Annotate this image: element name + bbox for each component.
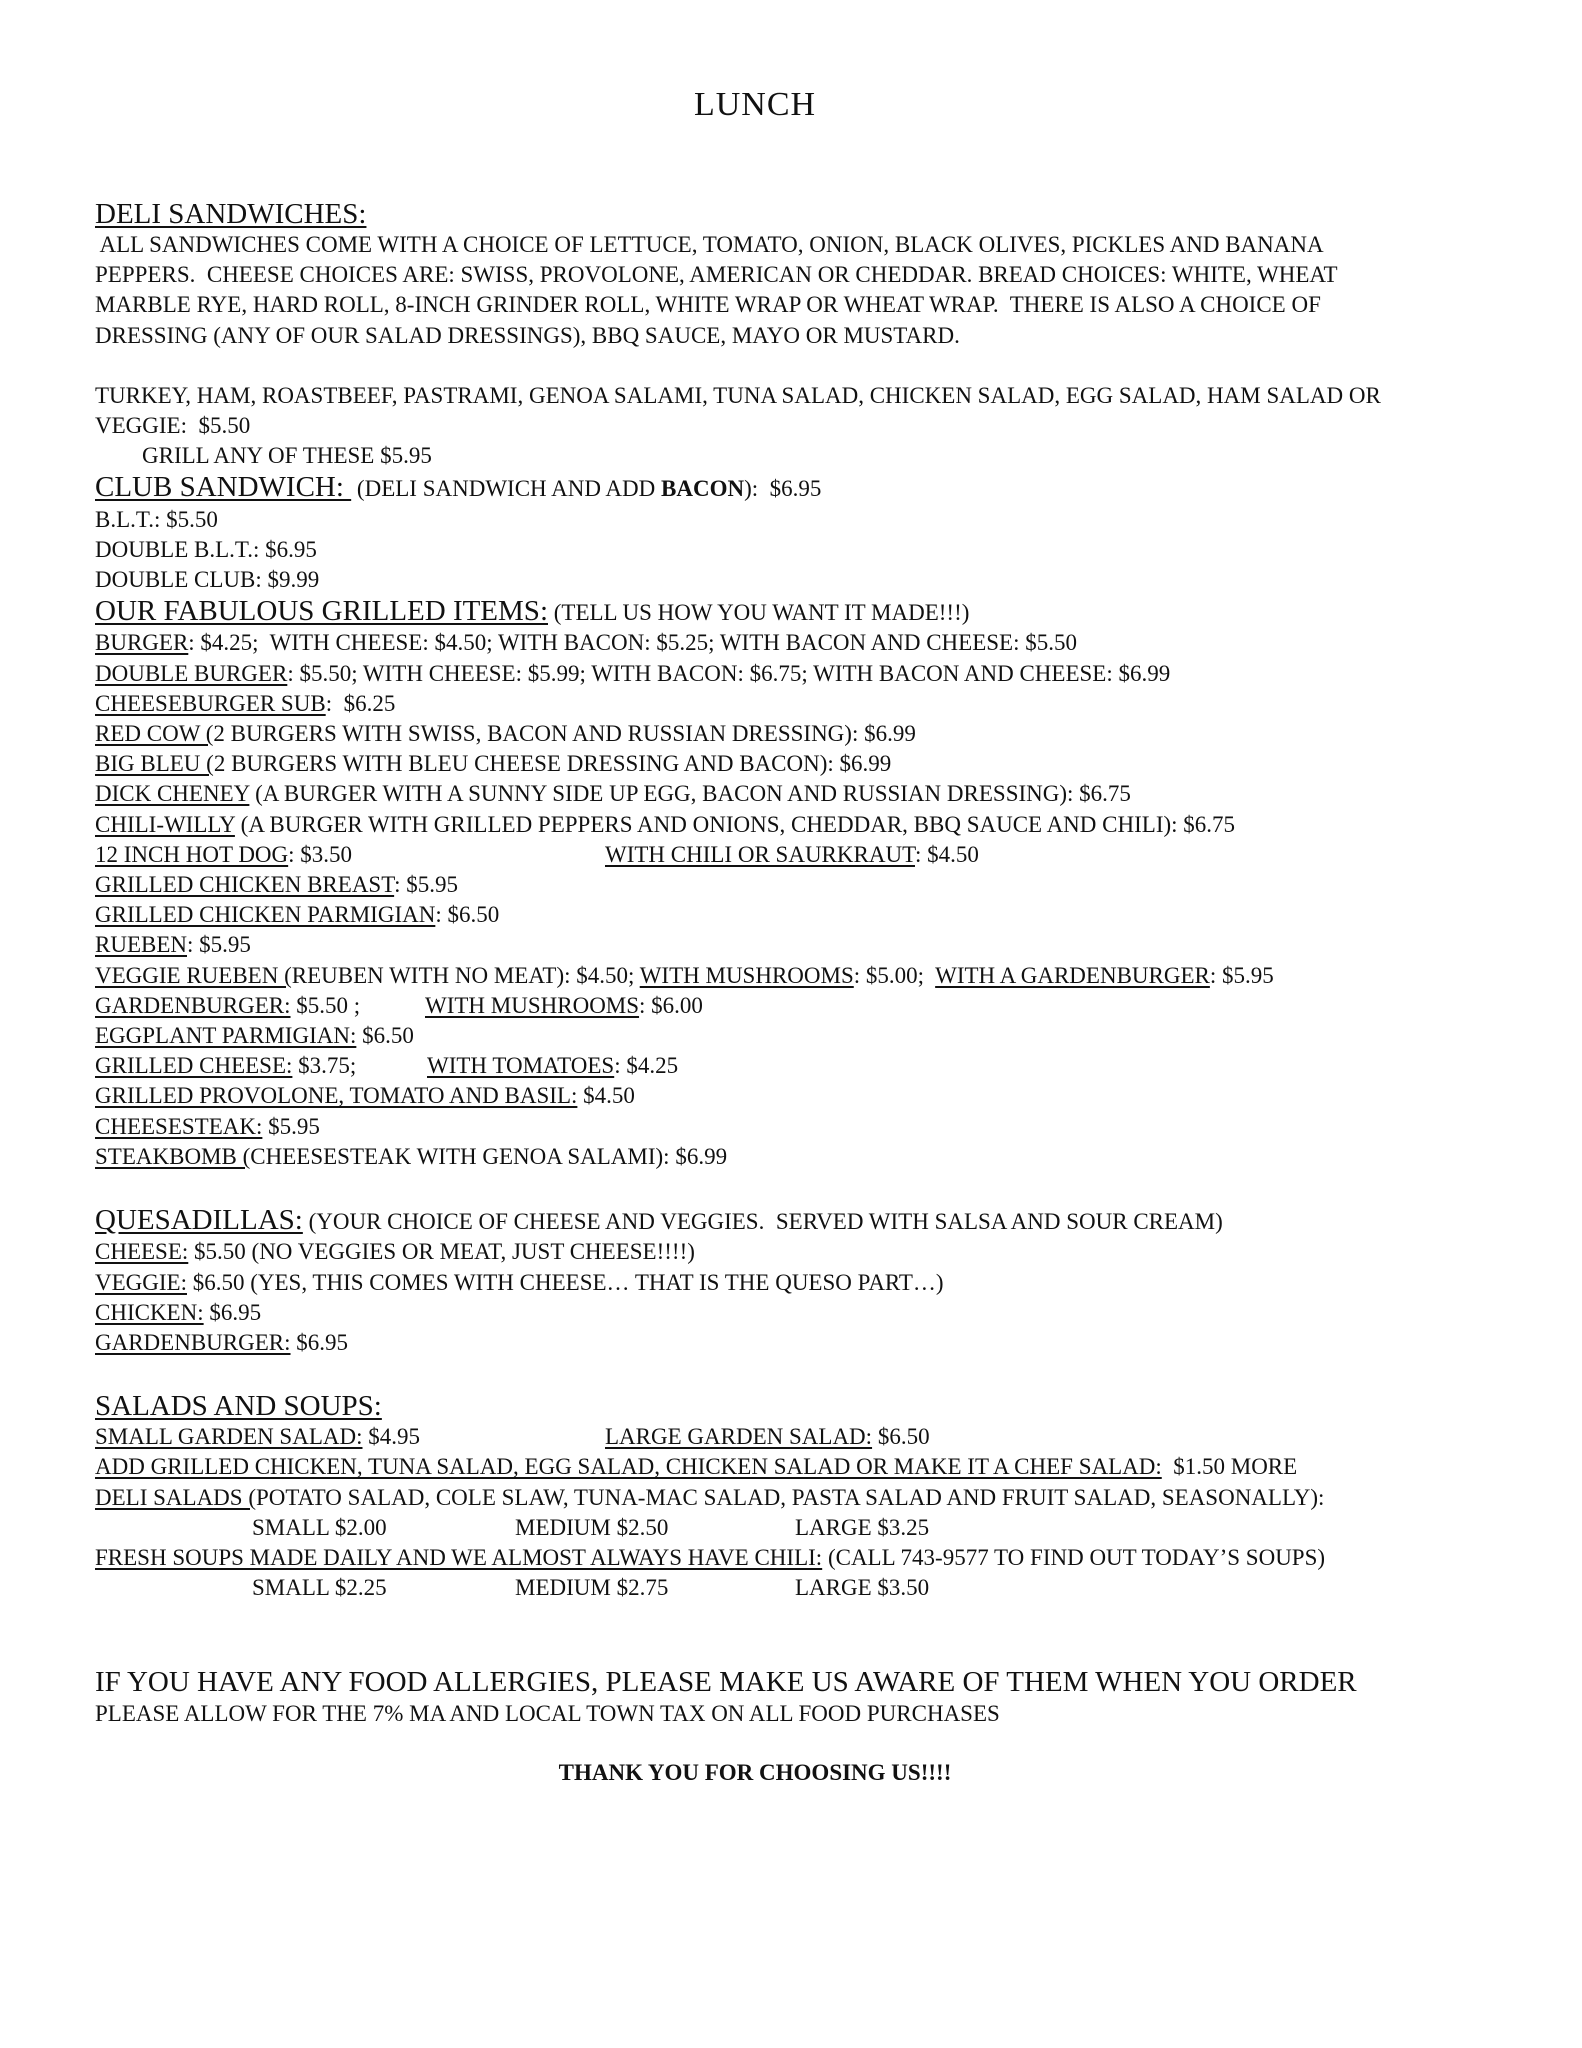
menu-item-name: GARDENBURGER: [95, 1329, 291, 1355]
deli-small: SMALL $2.00 [252, 1514, 387, 1540]
small-garden-price: $4.95 [362, 1424, 420, 1450]
veggie-rueben-garden-price: : $5.95 [1209, 962, 1274, 988]
salad-addon-name: ADD GRILLED CHICKEN, TUNA SALAD, EGG SALAD, CHICKEN SALAD OR MAKE IT A CHEF SALAD: [95, 1454, 1162, 1480]
veggie-rueben-desc: REUBEN WITH NO MEAT): $4.50; [291, 962, 640, 988]
grilled-cheese-price: $3.75; [292, 1053, 357, 1079]
menu-content [95, 198, 1515, 1788]
deli-list-line: VEGGIE: $5.50 [95, 413, 251, 439]
deli-header [95, 198, 1515, 230]
cheesesteak-line [95, 1112, 1515, 1142]
menu-item [95, 1268, 1515, 1298]
provolone-line [95, 1081, 1515, 1111]
menu-item-details: : $4.25; WITH CHEESE: $4.50; WITH BACON: $5.25; WITH BACON AND CHEESE: $5.50 [188, 630, 1077, 656]
menu-item [95, 779, 1515, 809]
menu-item [95, 1298, 1515, 1328]
hotdog-line [95, 840, 1515, 870]
steakbomb-rest: CHEESESTEAK WITH GENOA SALAMI): $6.99 [250, 1143, 728, 1169]
steakbomb-line [95, 1142, 1515, 1172]
veggie-rueben-gardenburger: WITH A GARDENBURGER [935, 962, 1210, 988]
deli-grill-note: GRILL ANY OF THESE $5.95 [142, 443, 432, 469]
veggie-rueben-mushrooms: WITH MUSHROOMS [639, 962, 854, 988]
deli-desc-line: MARBLE RYE, HARD ROLL, 8-INCH GRINDER ROLL, WHITE WRAP OR WHEAT WRAP. THERE IS ALSO A CHOICE OF [95, 292, 1321, 318]
grilled-cheese-line [95, 1051, 1515, 1081]
club-header: CLUB SANDWICH: [95, 471, 352, 504]
double-club-line: DOUBLE CLUB: $9.99 [95, 567, 320, 593]
grilled-header-line [95, 595, 1515, 628]
allergy-notice: IF YOU HAVE ANY FOOD ALLERGIES, PLEASE MAKE US AWARE OF THEM WHEN YOU ORDER [95, 1666, 1357, 1699]
menu-item-details: 2 BURGERS WITH BLEU CHEESE DRESSING AND BACON): $6.99 [213, 751, 892, 777]
veggie-rueben-name: VEGGIE RUEBEN ( [95, 962, 292, 988]
salad-addon-price: $1.50 MORE [1161, 1454, 1298, 1480]
gardenburger-name: GARDENBURGER: [95, 992, 291, 1018]
deli-desc-line: ALL SANDWICHES COME WITH A CHOICE OF LETTUCE, TOMATO, ONION, BLACK OLIVES, PICKLES AND BANANA [95, 232, 1324, 257]
menu-item-name: CHEESE: [95, 1239, 189, 1265]
hotdog-chili-price: : $4.50 [914, 841, 979, 867]
soups-line [95, 1543, 1515, 1573]
menu-item-name: RUEBEN [95, 932, 187, 958]
hotdog-chili-name: WITH CHILI OR SAURKRAUT [605, 841, 915, 867]
garden-salad-line [95, 1422, 1515, 1452]
club-sandwich-line [95, 471, 1515, 504]
eggplant-line [95, 1021, 1515, 1051]
menu-item [95, 1328, 1515, 1358]
menu-item [95, 810, 1515, 840]
gardenburger-line [95, 991, 1515, 1021]
quesadillas-header-note: (YOUR CHOICE OF CHEESE AND VEGGIES. SERVED WITH SALSA AND SOUR CREAM) [302, 1209, 1223, 1235]
eggplant-price: $6.50 [356, 1023, 414, 1049]
gardenburger-mushrooms: WITH MUSHROOMS [425, 992, 640, 1018]
steakbomb-name: STEAKBOMB ( [95, 1143, 251, 1169]
menu-item-details: $6.95 [203, 1299, 262, 1325]
club-bacon: BACON [661, 476, 745, 502]
thank-you-message: THANK YOU FOR CHOOSING US!!!! [558, 1759, 952, 1785]
menu-item [95, 1237, 1515, 1267]
cheesesteak-name: CHEESESTEAK: [95, 1113, 263, 1139]
quesadillas-header: QUESADILLAS: [95, 1204, 303, 1237]
menu-item-name: BURGER [95, 630, 189, 656]
menu-item [95, 689, 1515, 719]
provolone-name: GRILLED PROVOLONE, TOMATO AND BASIL: [95, 1083, 578, 1109]
menu-item-name: CHICKEN: [95, 1299, 204, 1325]
menu-item [95, 870, 1515, 900]
quesadillas-header-line [95, 1204, 1515, 1237]
eggplant-name: EGGPLANT PARMIGIAN: [95, 1023, 357, 1049]
deli-salads-sizes [95, 1513, 1515, 1543]
deli-large: LARGE $3.25 [795, 1514, 930, 1540]
provolone-price: $4.50 [577, 1083, 635, 1109]
deli-salads-name: DELI SALADS ( [95, 1484, 256, 1510]
menu-item-details: 2 BURGERS WITH SWISS, BACON AND RUSSIAN DRESSING): $6.99 [213, 721, 916, 747]
soup-large: LARGE $3.50 [795, 1575, 930, 1601]
salads-header-line [95, 1390, 1515, 1422]
large-garden-price: $6.50 [872, 1424, 930, 1450]
menu-item-details: : $5.50; WITH CHEESE: $5.99; WITH BACON: $6.75; WITH BACON AND CHEESE: $6.99 [287, 660, 1171, 686]
tax-notice: PLEASE ALLOW FOR THE 7% MA AND LOCAL TOWN TAX ON ALL FOOD PURCHASES [95, 1701, 1000, 1727]
grilled-cheese-name: GRILLED CHEESE: [95, 1053, 293, 1079]
menu-item-name: VEGGIE: [95, 1269, 187, 1295]
menu-item [95, 900, 1515, 930]
menu-item-details: : $5.95 [394, 872, 459, 898]
menu-item-details: : $6.25 [325, 690, 396, 716]
menu-item-name: GRILLED CHICKEN PARMIGIAN [95, 902, 436, 928]
grilled-header: OUR FABULOUS GRILLED ITEMS: [95, 595, 548, 628]
menu-item-details: : $6.50 [435, 902, 500, 928]
double-blt-line: DOUBLE B.L.T.: $6.95 [95, 536, 317, 562]
soups-name: FRESH SOUPS MADE DAILY AND WE ALMOST ALWAYS HAVE CHILI: [95, 1544, 823, 1570]
menu-item-name: CHILI-WILLY [95, 811, 235, 837]
menu-item-details: $5.50 (NO VEGGIES OR MEAT, JUST CHEESE!!!!) [188, 1239, 695, 1265]
veggie-rueben-mush-price: : $5.00; [853, 962, 936, 988]
deli-header-text: DELI SANDWICHES: [95, 198, 367, 230]
grilled-cheese-tomatoes: WITH TOMATOES [427, 1053, 615, 1079]
small-garden-name: SMALL GARDEN SALAD: [95, 1424, 363, 1450]
menu-item-details: (A BURGER WITH GRILLED PEPPERS AND ONIONS, CHEDDAR, BBQ SAUCE AND CHILI): $6.75 [234, 811, 1236, 837]
menu-item-name: BIG BLEU ( [95, 751, 214, 777]
deli-medium: MEDIUM $2.50 [515, 1514, 669, 1540]
page-title: LUNCH [693, 86, 817, 123]
menu-item-name: CHEESEBURGER SUB [95, 690, 326, 716]
menu-item-details: $6.95 [290, 1329, 349, 1355]
grilled-cheese-tom-price: : $4.25 [614, 1053, 679, 1079]
menu-item-details: : $5.95 [187, 932, 251, 958]
cheesesteak-price: $5.95 [262, 1113, 320, 1139]
soup-sizes [95, 1573, 1515, 1603]
blt-line: B.L.T.: $5.50 [95, 506, 218, 532]
deli-list-line: TURKEY, HAM, ROASTBEEF, PASTRAMI, GENOA SALAMI, TUNA SALAD, CHICKEN SALAD, EGG SALAD, HAM SALAD OR [95, 382, 1381, 408]
menu-item-details: (A BURGER WITH A SUNNY SIDE UP EGG, BACON AND RUSSIAN DRESSING): $6.75 [249, 781, 1131, 807]
menu-item-name: GRILLED CHICKEN BREAST [95, 872, 395, 898]
gardenburger-mush-price: : $6.00 [639, 992, 703, 1018]
soup-medium: MEDIUM $2.75 [515, 1575, 669, 1601]
gardenburger-price: $5.50 ; [290, 992, 361, 1018]
soup-small: SMALL $2.25 [252, 1575, 387, 1601]
veggie-rueben-line [95, 961, 1515, 991]
hotdog-name: 12 INCH HOT DOG [95, 841, 289, 867]
grilled-header-note: (TELL US HOW YOU WANT IT MADE!!!) [548, 600, 970, 626]
club-desc-b: ): $6.95 [744, 476, 822, 502]
deli-salads-rest: POTATO SALAD, COLE SLAW, TUNA-MAC SALAD, PASTA SALAD AND FRUIT SALAD, SEASONALLY): [256, 1484, 1325, 1510]
deli-desc-line: PEPPERS. CHEESE CHOICES ARE: SWISS, PROVOLONE, AMERICAN OR CHEDDAR. BREAD CHOICES: WHITE, WHEAT [95, 262, 1338, 288]
menu-item-name: DOUBLE BURGER [95, 660, 288, 686]
soups-rest: (CALL 743-9577 TO FIND OUT TODAY’S SOUPS) [822, 1544, 1326, 1570]
deli-salads-line [95, 1483, 1515, 1513]
menu-item-details: $6.50 (YES, THIS COMES WITH CHEESE… THAT IS THE QUESO PART…) [186, 1269, 944, 1295]
menu-item-name: RED COW ( [95, 721, 214, 747]
menu-item [95, 719, 1515, 749]
menu-item [95, 749, 1515, 779]
salad-addon-line [95, 1452, 1515, 1482]
menu-item [95, 628, 1515, 658]
menu-item [95, 659, 1515, 689]
salads-header: SALADS AND SOUPS: [95, 1390, 382, 1423]
large-garden-name: LARGE GARDEN SALAD: [605, 1424, 873, 1450]
hotdog-price: : $3.50 [288, 841, 353, 867]
menu-item-name: DICK CHENEY [95, 781, 250, 807]
deli-desc-line: DRESSING (ANY OF OUR SALAD DRESSINGS), BBQ SAUCE, MAYO OR MUSTARD. [95, 322, 960, 348]
menu-item [95, 930, 1515, 960]
club-desc-a: (DELI SANDWICH AND ADD [351, 476, 662, 502]
